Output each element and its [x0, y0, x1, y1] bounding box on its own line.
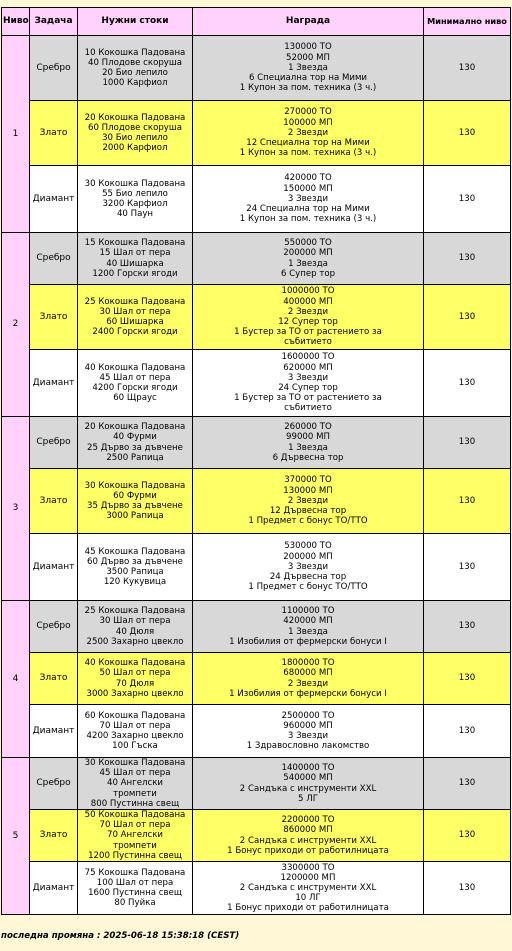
- task-cell: Диамант: [30, 705, 78, 758]
- table-row: [2, 101, 511, 166]
- header-level: Ниво: [2, 8, 30, 36]
- level-cell: 2: [2, 233, 30, 417]
- reward-item: 3 Звезди: [287, 372, 329, 383]
- task-cell: Диамант: [30, 534, 78, 601]
- stock-item: 60 Плодове скоруша: [87, 122, 182, 133]
- stock-item: 70 Шал от пера: [99, 820, 171, 831]
- reward-item: 260000 ТО: [284, 422, 332, 433]
- stock-item: 45 Кокошка Падована: [84, 546, 186, 557]
- table-row: [2, 417, 511, 469]
- stock-item: 25 Кокошка Падована: [84, 296, 186, 307]
- reward-item: 1000000 ТО: [281, 286, 335, 297]
- header-task: Задача: [30, 8, 78, 36]
- reward-item: 200000 МП: [283, 248, 333, 259]
- reward-item: 1200000 МП: [280, 872, 336, 883]
- reward-item: 6 Специална тор на Мими: [248, 73, 368, 84]
- reward-cell: [193, 469, 424, 534]
- reward-cell: [193, 36, 424, 101]
- reward-item: 2 Звезди: [287, 678, 329, 689]
- stock-item: 40 Паун: [116, 209, 154, 220]
- table-body: [2, 36, 511, 915]
- reward-item: 1 Предмет с бонус ТО/ТТО: [248, 582, 368, 593]
- stock-item: 60 Кокошка Падована: [84, 710, 186, 721]
- min-level-cell: 130: [424, 101, 511, 166]
- table-header-row: [2, 8, 511, 36]
- reward-cell: [193, 166, 424, 233]
- reward-item: 3 Звезди: [287, 561, 329, 572]
- stock-item: 3000 Захарно цвекло: [86, 688, 184, 699]
- reward-item: 3 Звезди: [287, 193, 329, 204]
- min-level-cell: 130: [424, 810, 511, 862]
- level-cell: 5: [2, 758, 30, 915]
- reward-item: 960000 МП: [283, 720, 333, 731]
- min-level-cell: 130: [424, 233, 511, 285]
- stock-item: 30 Кокошка Падована: [84, 480, 186, 491]
- reward-item: 420000 МП: [283, 616, 333, 627]
- task-cell: Злато: [30, 653, 78, 705]
- stock-cell: [78, 862, 193, 915]
- last-modified-footer: последна промяна : 2025-06-18 15:38:18 (CEST): [1, 931, 240, 941]
- stock-cell: [78, 705, 193, 758]
- stock-cell: [78, 417, 193, 469]
- stock-item: 4200 Захарно цвекло: [86, 731, 184, 741]
- table-row: [2, 862, 511, 915]
- reward-item: 24 Супер тор: [278, 383, 338, 393]
- reward-item: 99000 МП: [286, 432, 330, 443]
- reward-item: 1100000 ТО: [281, 606, 335, 617]
- reward-item: 400000 МП: [283, 296, 333, 307]
- stock-item: 55 Био лепило: [102, 188, 168, 199]
- stock-item: 20 Кокошка Падована: [84, 112, 186, 123]
- reward-cell: [193, 350, 424, 417]
- table-row: [2, 233, 511, 285]
- reward-item: 12 Специална тор на Мими: [246, 138, 370, 149]
- stock-item: 60 Дърво за дъвчене: [87, 556, 183, 567]
- reward-item: 1400000 ТО: [281, 763, 335, 774]
- stock-item: 45 Шал от пера: [99, 768, 171, 779]
- reward-item: 420000 ТО: [284, 173, 332, 184]
- min-level-cell: 130: [424, 417, 511, 469]
- task-cell: Сребро: [30, 417, 78, 469]
- stock-item: 40 Кокошка Падована: [84, 362, 186, 373]
- task-cell: Сребро: [30, 758, 78, 810]
- stock-item: 40 Фурми: [113, 432, 157, 443]
- reward-item: 2 Сандъка с инструменти XXL: [239, 783, 377, 794]
- reward-item: събитието: [284, 337, 332, 348]
- reward-item: 1 Звезда: [288, 62, 328, 73]
- min-level-cell: 130: [424, 653, 511, 705]
- stock-cell: [78, 285, 193, 350]
- reward-item: 10 ЛГ: [295, 893, 321, 904]
- stock-item: 30 Шал от пера: [99, 616, 171, 627]
- reward-item: 1 Звезда: [288, 258, 328, 269]
- stock-cell: [78, 758, 193, 810]
- stock-item: 15 Кокошка Падована: [84, 238, 186, 249]
- table-row: [2, 285, 511, 350]
- min-level-cell: 130: [424, 601, 511, 653]
- stock-item: 40 Кокошка Падована: [84, 658, 186, 669]
- reward-item: 24 Специална тор на Мими: [246, 204, 370, 215]
- reward-cell: [193, 101, 424, 166]
- task-cell: Сребро: [30, 601, 78, 653]
- task-cell: Злато: [30, 469, 78, 534]
- reward-cell: [193, 601, 424, 653]
- reward-item: 130000 ТО: [284, 42, 332, 53]
- stock-item: 4200 Горски ягоди: [92, 383, 178, 393]
- reward-item: 100000 МП: [283, 117, 333, 128]
- stock-cell: [78, 166, 193, 233]
- reward-item: 530000 ТО: [284, 541, 332, 552]
- task-cell: Диамант: [30, 350, 78, 417]
- stock-item: 35 Дърво за дъвчене: [87, 501, 183, 511]
- stock-cell: [78, 601, 193, 653]
- stock-item: 20 Био лепило: [102, 68, 168, 78]
- reward-item: 1 Купон за пом. техника (3 ч.): [239, 214, 377, 225]
- reward-cell: [193, 653, 424, 705]
- reward-cell: [193, 758, 424, 810]
- min-level-cell: 130: [424, 36, 511, 101]
- stock-cell: [78, 36, 193, 101]
- reward-item: 1 Бонус приходи от работилницата: [227, 903, 389, 914]
- table-row: [2, 653, 511, 705]
- reward-cell: [193, 285, 424, 350]
- stock-item: 50 Шал от пера: [99, 668, 171, 679]
- stock-cell: [78, 350, 193, 417]
- stock-item: 3000 Рапица: [106, 511, 164, 522]
- reward-item: 200000 МП: [283, 551, 333, 562]
- stock-item: 30 Кокошка Падована: [84, 758, 186, 768]
- stock-item: 50 Кокошка Падована: [84, 810, 186, 821]
- stock-item: 2000 Карфиол: [102, 143, 168, 154]
- reward-cell: [193, 862, 424, 915]
- table-row: [2, 534, 511, 601]
- reward-item: 1 Здравословно лакомство: [246, 741, 370, 752]
- min-level-cell: 130: [424, 862, 511, 915]
- reward-item: 1 Купон за пом. техника (3 ч.): [239, 148, 377, 159]
- stock-item: 40 Ангелски: [107, 778, 163, 789]
- reward-item: 1800000 ТО: [281, 658, 335, 669]
- reward-item: 130000 МП: [283, 485, 333, 496]
- stock-cell: [78, 810, 193, 862]
- header-min-level: Минимално ниво: [424, 8, 511, 36]
- stock-item: 30 Био лепило: [102, 133, 168, 143]
- stock-item: 1600 Пустинна свещ: [88, 888, 182, 899]
- min-level-cell: 130: [424, 705, 511, 758]
- reward-item: 5 ЛГ: [298, 793, 318, 804]
- reward-cell: [193, 417, 424, 469]
- reward-item: 1 Изобилия от фермерски бонуси I: [229, 688, 387, 699]
- reward-item: 2 Сандъка с инструменти XXL: [239, 882, 377, 893]
- reward-item: 3 Звезди: [287, 731, 329, 741]
- reward-item: 2 Звезди: [287, 127, 329, 138]
- stock-item: 100 Шал от пера: [96, 877, 174, 888]
- reward-item: 2500000 ТО: [281, 710, 335, 721]
- stock-cell: [78, 233, 193, 285]
- min-level-cell: 130: [424, 534, 511, 601]
- reward-item: 1 Звезда: [288, 626, 328, 637]
- table-row: [2, 705, 511, 758]
- reward-item: 370000 ТО: [284, 475, 332, 486]
- task-cell: Сребро: [30, 36, 78, 101]
- reward-item: 1 Бустер за ТО от растението за: [234, 327, 382, 338]
- stock-item: 1200 Пустинна свещ: [88, 850, 182, 861]
- reward-item: 1 Бустер за ТО от растението за: [234, 393, 382, 404]
- reward-item: 270000 ТО: [284, 107, 332, 118]
- stock-item: 15 Шал от пера: [99, 248, 171, 259]
- reward-item: 6 Дървесна тор: [272, 452, 344, 463]
- table-row: [2, 350, 511, 417]
- reward-cell: [193, 534, 424, 601]
- reward-item: 24 Дървесна тор: [269, 572, 347, 583]
- reward-item: 3300000 ТО: [281, 862, 335, 873]
- table-row: [2, 810, 511, 862]
- reward-item: 1 Изобилия от фермерски бонуси I: [229, 636, 387, 647]
- stock-item: 3200 Карфиол: [102, 199, 168, 209]
- table-row: [2, 166, 511, 233]
- level-cell: 4: [2, 601, 30, 758]
- stock-item: 25 Дърво за дъвчене: [87, 442, 183, 453]
- reward-item: 680000 МП: [283, 668, 333, 679]
- stock-item: 25 Кокошка Падована: [84, 606, 186, 617]
- reward-item: 1 Звезда: [288, 442, 328, 453]
- min-level-cell: 130: [424, 285, 511, 350]
- min-level-cell: 130: [424, 469, 511, 534]
- table-row: [2, 36, 511, 101]
- stock-item: 40 Дюля: [115, 626, 155, 637]
- stock-cell: [78, 469, 193, 534]
- min-level-cell: 130: [424, 758, 511, 810]
- stock-item: 70 Ангелски: [107, 830, 163, 841]
- min-level-cell: 130: [424, 166, 511, 233]
- reward-item: 540000 МП: [283, 773, 333, 784]
- stock-item: 40 Шишарка: [106, 258, 164, 269]
- stock-item: 800 Пустинна свещ: [90, 798, 180, 809]
- stock-item: 30 Кокошка Падована: [84, 178, 186, 189]
- stock-cell: [78, 653, 193, 705]
- reward-item: 12 Дървесна тор: [269, 506, 347, 517]
- reward-item: 52000 МП: [286, 52, 330, 63]
- reward-item: 550000 ТО: [284, 238, 332, 249]
- stock-item: 10 Кокошка Падована: [84, 47, 186, 58]
- table-row: [2, 469, 511, 534]
- task-cell: Злато: [30, 810, 78, 862]
- reward-item: 1 Бонус приходи от работилницата: [227, 845, 389, 856]
- stock-item: 60 Шишарка: [106, 317, 164, 327]
- task-cell: Злато: [30, 285, 78, 350]
- reward-item: 2200000 ТО: [281, 815, 335, 826]
- stock-item: 1000 Карфиол: [102, 78, 168, 89]
- min-level-cell: 130: [424, 350, 511, 417]
- task-cell: Диамант: [30, 166, 78, 233]
- reward-item: 6 Супер тор: [280, 268, 336, 279]
- stock-item: 30 Шал от пера: [99, 306, 171, 317]
- stock-item: 2500 Рапица: [106, 452, 164, 463]
- stock-item: 3500 Рапица: [106, 567, 164, 577]
- stock-item: 100 Гъска: [112, 741, 158, 752]
- stock-item: тромпети: [113, 788, 157, 799]
- table-row: [2, 601, 511, 653]
- reward-item: 1 Купон за пом. техника (3 ч.): [239, 83, 377, 94]
- stock-item: 60 Щраус: [113, 393, 157, 404]
- level-cell: 3: [2, 417, 30, 601]
- header-reward: Награда: [193, 8, 424, 36]
- reward-item: 1600000 ТО: [281, 352, 335, 363]
- stock-item: 70 Шал от пера: [99, 720, 171, 731]
- stock-item: 60 Фурми: [113, 490, 157, 501]
- stock-item: 120 Кукувица: [103, 577, 167, 588]
- reward-item: 2 Сандъка с инструменти XXL: [239, 835, 377, 846]
- reward-item: 1 Предмет с бонус ТО/ТТО: [248, 516, 368, 527]
- task-cell: Сребро: [30, 233, 78, 285]
- reward-cell: [193, 810, 424, 862]
- reward-item: събитието: [284, 403, 332, 414]
- reward-item: 620000 МП: [283, 362, 333, 373]
- stock-item: 75 Кокошка Падована: [84, 867, 186, 878]
- stock-item: 70 Дюля: [115, 678, 155, 689]
- header-stock: Нужни стоки: [78, 8, 193, 36]
- reward-item: 860000 МП: [283, 825, 333, 836]
- stock-item: 80 Пуйка: [114, 898, 156, 909]
- reward-item: 2 Звезди: [287, 495, 329, 506]
- reward-item: 12 Супер тор: [278, 317, 338, 327]
- stock-item: 40 Плодове скоруша: [87, 57, 182, 68]
- table-row: [2, 758, 511, 810]
- reward-item: 150000 МП: [283, 183, 333, 194]
- reward-cell: [193, 233, 424, 285]
- stock-cell: [78, 101, 193, 166]
- stock-item: 2400 Горски ягоди: [92, 327, 178, 338]
- reward-item: 2 Звезди: [287, 306, 329, 317]
- stock-cell: [78, 534, 193, 601]
- stock-item: 2500 Захарно цвекло: [86, 636, 184, 647]
- stock-item: 20 Кокошка Падована: [84, 422, 186, 433]
- level-cell: 1: [2, 36, 30, 233]
- reward-cell: [193, 705, 424, 758]
- task-cell: Диамант: [30, 862, 78, 915]
- task-cell: Злато: [30, 101, 78, 166]
- stock-item: 45 Шал от пера: [99, 372, 171, 383]
- stock-item: 1200 Горски ягоди: [92, 268, 178, 279]
- quest-rewards-table: [1, 7, 511, 915]
- stock-item: тромпети: [113, 840, 157, 851]
